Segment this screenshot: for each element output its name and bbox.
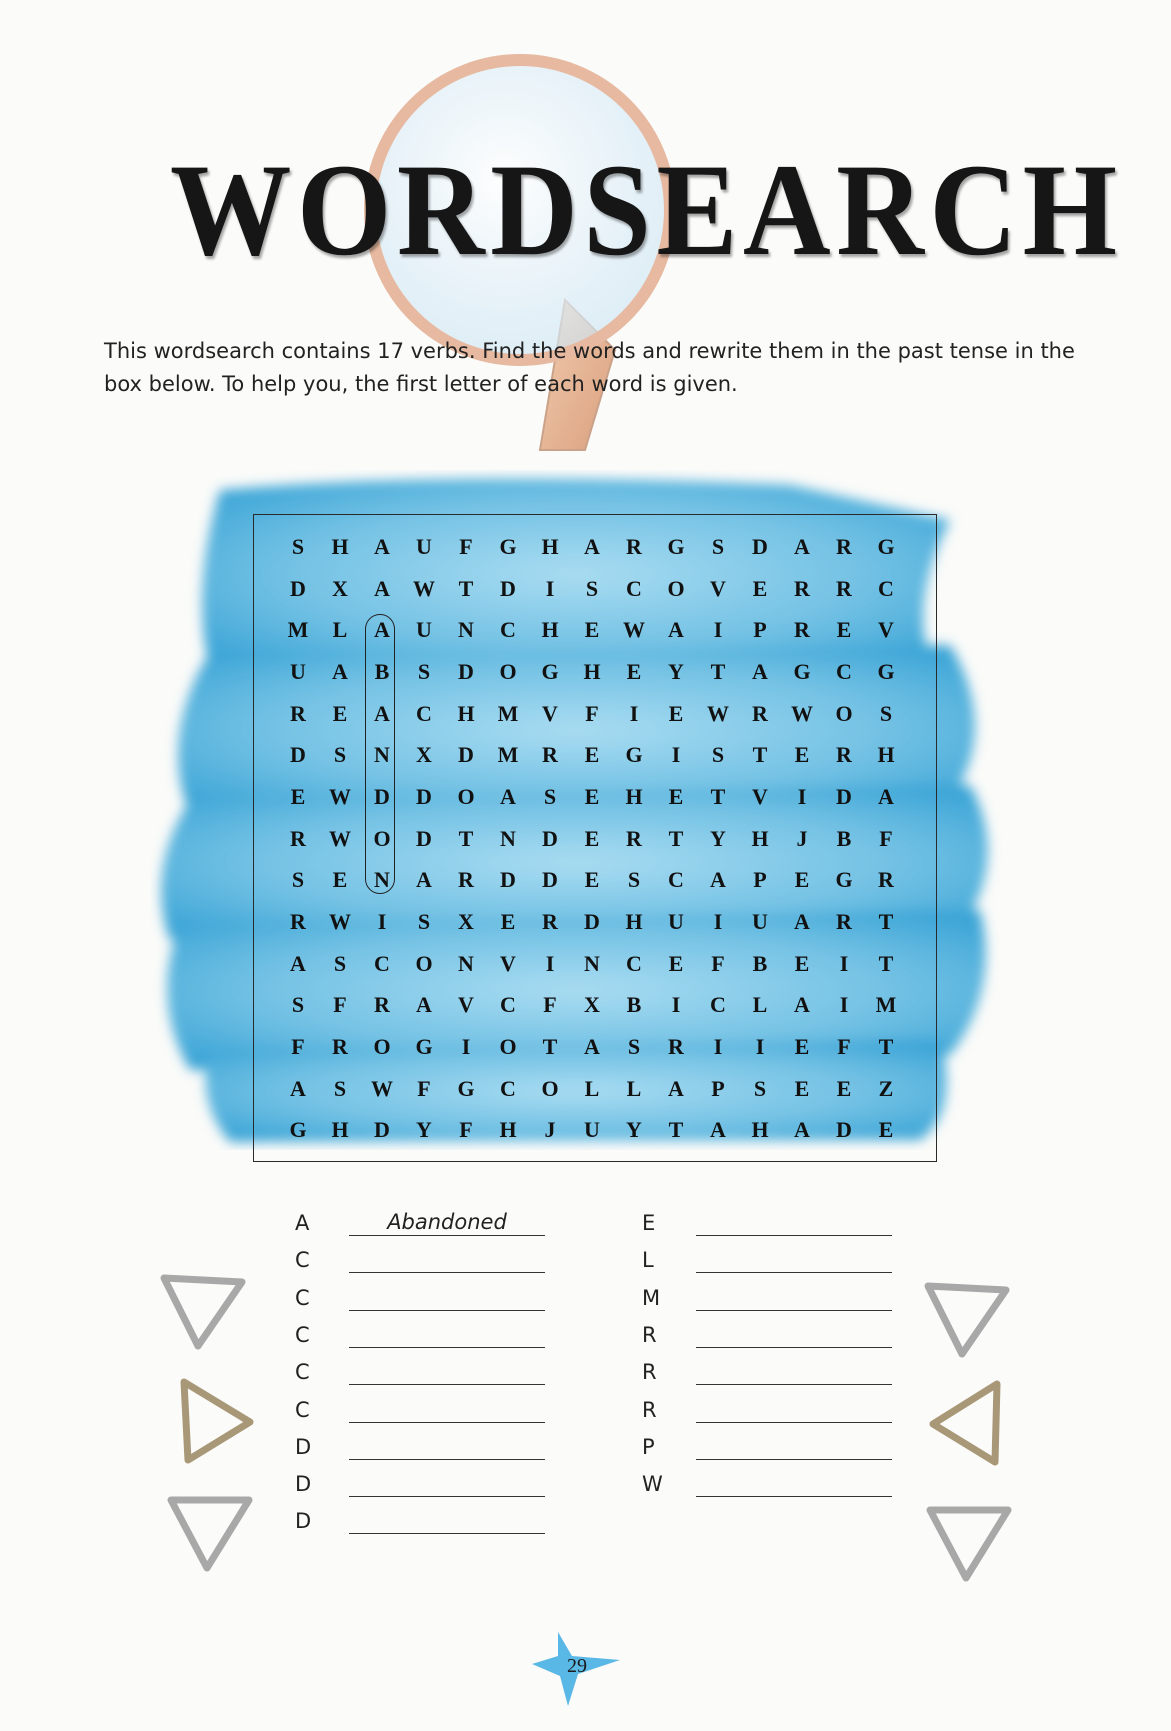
grid-letter: C [878, 575, 894, 601]
grid-letter: L [332, 617, 348, 643]
answer-initial-letter: L [642, 1248, 654, 1273]
grid-letter: B [626, 992, 642, 1018]
grid-letter: S [711, 533, 725, 559]
grid-letter: L [626, 1075, 642, 1101]
grid-letter: A [290, 1075, 306, 1101]
grid-letter: A [752, 658, 768, 684]
grid-letter: A [878, 783, 894, 809]
grid-letter: S [333, 950, 347, 976]
grid-letter: T [878, 1034, 894, 1060]
answer-row [295, 1207, 625, 1244]
grid-letter: Y [710, 825, 726, 851]
grid-letter: U [416, 617, 432, 643]
grid-letter: D [836, 783, 852, 809]
grid-letter: M [287, 617, 309, 643]
grid-letter: W [707, 700, 729, 726]
grid-letter: X [458, 909, 474, 935]
grid-letter: S [333, 1075, 347, 1101]
grid-letter: Z [878, 1075, 894, 1101]
answer-initial-letter: P [642, 1434, 655, 1459]
grid-letter: S [417, 658, 431, 684]
grid-letter: D [416, 825, 432, 851]
grid-letter: T [458, 825, 474, 851]
grid-letter: W [413, 575, 435, 601]
grid-letter: I [713, 909, 723, 935]
grid-letter: E [794, 1075, 810, 1101]
grid-letter: A [584, 1034, 600, 1060]
grid-letter: R [626, 825, 642, 851]
grid-letter: Y [416, 1117, 432, 1143]
grid-letter: F [879, 825, 893, 851]
answer-initial-letter: A [295, 1211, 310, 1235]
grid-letter: F [543, 992, 557, 1018]
grid-letter: I [839, 992, 849, 1018]
grid-letter: O [667, 575, 685, 601]
grid-letter: H [499, 1117, 517, 1143]
grid-letter: C [836, 658, 852, 684]
grid-letter: R [332, 1034, 348, 1060]
grid-letter: V [752, 783, 768, 809]
grid-letter: R [794, 575, 810, 601]
grid-letter: W [329, 825, 351, 851]
grid-letter: T [458, 575, 474, 601]
answer-row [642, 1356, 972, 1393]
grid-letter: E [836, 617, 852, 643]
grid-letter: F [585, 700, 599, 726]
grid-letter: A [500, 783, 516, 809]
answer-initial-letter: D [295, 1434, 312, 1459]
grid-letter: R [374, 992, 390, 1018]
answer-row [295, 1394, 625, 1431]
grid-letter: C [710, 992, 726, 1018]
grid-letter: I [629, 700, 639, 726]
grid-letter: D [374, 783, 390, 809]
grid-letter: T [752, 742, 768, 768]
grid-letter: D [290, 742, 306, 768]
grid-letter: W [329, 783, 351, 809]
grid-letter: E [794, 867, 810, 893]
grid-letter: A [668, 1075, 684, 1101]
grid-letter: D [500, 867, 516, 893]
grid-letter: O [457, 783, 475, 809]
grid-letter: X [332, 575, 348, 601]
grid-letter: T [878, 909, 894, 935]
instructions-text: This wordsearch contains 17 verbs. Find the words and rewrite them in the past tense in the box below. To help you, the first letter of each word is given. [104, 339, 1075, 396]
answer-row [295, 1319, 625, 1356]
answer-initial-letter: D [295, 1509, 312, 1534]
grid-letter: A [374, 700, 390, 726]
grid-letter: R [794, 617, 810, 643]
grid-letter: S [585, 575, 599, 601]
grid-letter: T [710, 658, 726, 684]
grid-letter: H [625, 783, 643, 809]
answer-initial-letter: C [295, 1285, 310, 1310]
grid-letter: D [374, 1117, 390, 1143]
grid-letter: E [584, 742, 600, 768]
grid-letter: O [499, 658, 517, 684]
grid-letter: A [668, 617, 684, 643]
grid-letter: E [332, 867, 348, 893]
grid-letter: G [793, 658, 811, 684]
grid-letter: H [457, 700, 475, 726]
grid-letter: R [836, 742, 852, 768]
grid-letter: S [291, 992, 305, 1018]
grid-letter: M [497, 700, 519, 726]
grid-letter: R [542, 909, 558, 935]
triangle-right-icon [176, 1376, 256, 1466]
answer-row [295, 1468, 625, 1505]
triangle-left-icon [925, 1378, 1005, 1468]
triangle-down-icon [158, 1272, 248, 1352]
grid-letter: A [416, 992, 432, 1018]
grid-letter: B [836, 825, 852, 851]
answer-input-line[interactable] [349, 1396, 545, 1423]
grid-letter: R [626, 533, 642, 559]
answer-input-line[interactable] [349, 1358, 545, 1385]
grid-letter: I [713, 617, 723, 643]
grid-letter: D [584, 909, 600, 935]
grid-letter: C [626, 950, 642, 976]
grid-letter: D [836, 1117, 852, 1143]
grid-letter: S [627, 1034, 641, 1060]
grid-letter: C [500, 992, 516, 1018]
grid-letter: T [710, 783, 726, 809]
grid-letter: C [668, 867, 684, 893]
grid-letter: D [752, 533, 768, 559]
grid-letter: N [374, 867, 390, 893]
grid-letter: O [373, 825, 391, 851]
answer-initial-letter: D [295, 1472, 312, 1497]
grid-letter: G [667, 533, 685, 559]
answer-input-line[interactable] [696, 1284, 892, 1311]
grid-letter: P [711, 1075, 725, 1101]
grid-letter: G [625, 742, 643, 768]
grid-letter: H [331, 1117, 349, 1143]
grid-letter: E [878, 1117, 894, 1143]
answer-input-line[interactable] [349, 1284, 545, 1311]
grid-letter: E [290, 783, 306, 809]
answer-input-line[interactable] [696, 1396, 892, 1423]
grid-letter: H [541, 617, 559, 643]
grid-letter: V [710, 575, 726, 601]
grid-letter: S [753, 1075, 767, 1101]
grid-letter: J [796, 825, 808, 851]
grid-letter: R [458, 867, 474, 893]
answer-row [295, 1505, 625, 1542]
grid-letter: V [542, 700, 558, 726]
page-title: WORDSEARCH [170, 136, 1123, 283]
triangle-down-icon [922, 1280, 1012, 1360]
answer-initial-letter: R [642, 1360, 657, 1385]
grid-letter: R [668, 1034, 684, 1060]
answer-initial-letter: C [295, 1322, 310, 1347]
grid-letter: E [584, 867, 600, 893]
grid-letter: R [836, 909, 852, 935]
answer-row [642, 1244, 972, 1281]
answer-input-line[interactable] [696, 1358, 892, 1385]
grid-letter: C [626, 575, 642, 601]
grid-letter: D [542, 825, 558, 851]
grid-letter: A [584, 533, 600, 559]
grid-letter: O [415, 950, 433, 976]
grid-letter: X [416, 742, 432, 768]
answer-input-line[interactable] [349, 1433, 545, 1460]
grid-letter: H [751, 1117, 769, 1143]
grid-letter: A [416, 867, 432, 893]
grid-letter: D [542, 867, 558, 893]
answer-initial-letter: M [642, 1285, 661, 1310]
answer-initial-letter: C [295, 1397, 310, 1422]
grid-letter: S [291, 867, 305, 893]
grid-letter: D [416, 783, 432, 809]
grid-letter: I [545, 950, 555, 976]
grid-letter: O [835, 700, 853, 726]
grid-letter: C [500, 617, 516, 643]
grid-letter: C [416, 700, 432, 726]
answer-initial-letter: E [642, 1211, 656, 1235]
grid-letter: F [333, 992, 347, 1018]
grid-letter: M [497, 742, 519, 768]
triangle-down-icon [924, 1504, 1014, 1584]
grid-letter: R [290, 700, 306, 726]
answer-row [295, 1282, 625, 1319]
answer-input-line[interactable] [696, 1321, 892, 1348]
grid-letter: D [458, 742, 474, 768]
grid-letter: R [836, 533, 852, 559]
grid-letter: F [459, 1117, 473, 1143]
grid-letter: W [371, 1075, 393, 1101]
grid-letter: I [377, 909, 387, 935]
grid-letter: L [752, 992, 768, 1018]
answer-row [642, 1468, 972, 1505]
grid-letter: I [461, 1034, 471, 1060]
page-number: 29 [567, 1655, 587, 1677]
grid-letter: B [752, 950, 768, 976]
grid-letter: N [500, 825, 516, 851]
grid-letter: W [791, 700, 813, 726]
grid-letter: H [877, 742, 895, 768]
grid-letter: L [584, 1075, 600, 1101]
grid-letter: H [751, 825, 769, 851]
answer-initial-letter: R [642, 1322, 657, 1347]
grid-letter: W [329, 909, 351, 935]
answer-input-line[interactable] [349, 1321, 545, 1348]
grid-letter: E [794, 742, 810, 768]
grid-letter: E [584, 783, 600, 809]
grid-letter: G [541, 658, 559, 684]
grid-letter: H [583, 658, 601, 684]
grid-letter: U [752, 909, 768, 935]
grid-letter: E [668, 783, 684, 809]
grid-letter: A [374, 533, 390, 559]
grid-letter: V [878, 617, 894, 643]
grid-letter: S [417, 909, 431, 935]
answer-row [642, 1207, 972, 1244]
grid-letter: A [374, 617, 390, 643]
grid-letter: R [542, 742, 558, 768]
grid-letter: I [713, 1034, 723, 1060]
grid-letter: A [794, 992, 810, 1018]
grid-letter: V [500, 950, 516, 976]
answer-input-line[interactable] [696, 1433, 892, 1460]
grid-letter: E [752, 575, 768, 601]
grid-letter: E [584, 825, 600, 851]
grid-letter: D [290, 575, 306, 601]
grid-letter: E [626, 658, 642, 684]
found-word-outline [365, 614, 395, 894]
answer-input-line[interactable] [349, 1507, 545, 1534]
grid-letter: N [584, 950, 600, 976]
grid-letter: R [836, 575, 852, 601]
grid-letter: N [458, 617, 474, 643]
answer-initial-letter: C [295, 1248, 310, 1273]
grid-letter: S [291, 533, 305, 559]
grid-letter: W [623, 617, 645, 643]
grid-letter: O [541, 1075, 559, 1101]
grid-letter: E [584, 617, 600, 643]
grid-letter: G [457, 1075, 475, 1101]
grid-letter: A [290, 950, 306, 976]
grid-letter: V [458, 992, 474, 1018]
grid-letter: I [671, 992, 681, 1018]
grid-letter: G [835, 867, 853, 893]
grid-letter: A [332, 658, 348, 684]
grid-letter: T [668, 825, 684, 851]
grid-letter: E [794, 1034, 810, 1060]
grid-letter: R [752, 700, 768, 726]
grid-letter: A [710, 1117, 726, 1143]
grid-letter: A [794, 533, 810, 559]
answer-row [642, 1431, 972, 1468]
grid-letter: R [290, 909, 306, 935]
answer-initial-letter: C [295, 1360, 310, 1385]
grid-letter: E [668, 950, 684, 976]
grid-letter: Y [626, 1117, 642, 1143]
grid-letter: O [499, 1034, 517, 1060]
grid-letter: M [875, 992, 897, 1018]
grid-letter: U [416, 533, 432, 559]
grid-letter: O [373, 1034, 391, 1060]
grid-letter: R [878, 867, 894, 893]
grid-letter: T [878, 950, 894, 976]
answer-input-line[interactable] [349, 1246, 545, 1273]
grid-letter: Y [668, 658, 684, 684]
grid-letter: B [374, 658, 390, 684]
answer-row [295, 1356, 625, 1393]
grid-letter: E [836, 1075, 852, 1101]
grid-letter: F [711, 950, 725, 976]
grid-letter: G [499, 533, 517, 559]
answer-input-line[interactable] [696, 1470, 892, 1497]
grid-letter: A [374, 575, 390, 601]
grid-letter: A [794, 1117, 810, 1143]
grid-letter: I [797, 783, 807, 809]
grid-letter: H [625, 909, 643, 935]
answer-row [642, 1394, 972, 1431]
grid-letter: E [332, 700, 348, 726]
grid-letter: G [415, 1034, 433, 1060]
grid-letter: G [877, 533, 895, 559]
grid-letter: I [839, 950, 849, 976]
grid-letter: H [541, 533, 559, 559]
grid-letter: F [291, 1034, 305, 1060]
grid-letter: I [545, 575, 555, 601]
grid-letter: U [584, 1117, 600, 1143]
grid-letter: A [794, 909, 810, 935]
answer-row [295, 1431, 625, 1468]
grid-letter: P [753, 867, 767, 893]
grid-letter: R [290, 825, 306, 851]
answer-input-line[interactable] [349, 1470, 545, 1497]
answer-input-line[interactable] [696, 1246, 892, 1273]
grid-letter: S [333, 742, 347, 768]
answer-initial-letter: W [642, 1472, 663, 1497]
answer-row [295, 1244, 625, 1281]
grid-letter: E [794, 950, 810, 976]
grid-letter: F [417, 1075, 431, 1101]
grid-letter: N [374, 742, 390, 768]
grid-letter: G [877, 658, 895, 684]
grid-letter: S [711, 742, 725, 768]
grid-letter: E [500, 909, 516, 935]
grid-letter: G [289, 1117, 307, 1143]
answer-input-line[interactable] [696, 1209, 892, 1236]
grid-letter: D [500, 575, 516, 601]
grid-letter: D [458, 658, 474, 684]
grid-letter: F [459, 533, 473, 559]
grid-letter: S [543, 783, 557, 809]
grid-letter: A [710, 867, 726, 893]
grid-letter: H [331, 533, 349, 559]
grid-letter: I [755, 1034, 765, 1060]
grid-letter: S [627, 867, 641, 893]
grid-letter: F [837, 1034, 851, 1060]
grid-letter: J [544, 1117, 556, 1143]
answer-initial-letter: R [642, 1397, 657, 1422]
grid-letter: U [668, 909, 684, 935]
grid-letter: I [671, 742, 681, 768]
grid-letter: C [500, 1075, 516, 1101]
grid-letter: S [879, 700, 893, 726]
grid-letter: X [584, 992, 600, 1018]
grid-letter: T [668, 1117, 684, 1143]
grid-letter: U [290, 658, 306, 684]
grid-letter: T [542, 1034, 558, 1060]
grid-letter: P [753, 617, 767, 643]
grid-letter: C [374, 950, 390, 976]
grid-letter: E [668, 700, 684, 726]
answer-input-line[interactable]: Abandoned [349, 1209, 545, 1236]
grid-letter: N [458, 950, 474, 976]
triangle-down-icon [165, 1494, 255, 1574]
